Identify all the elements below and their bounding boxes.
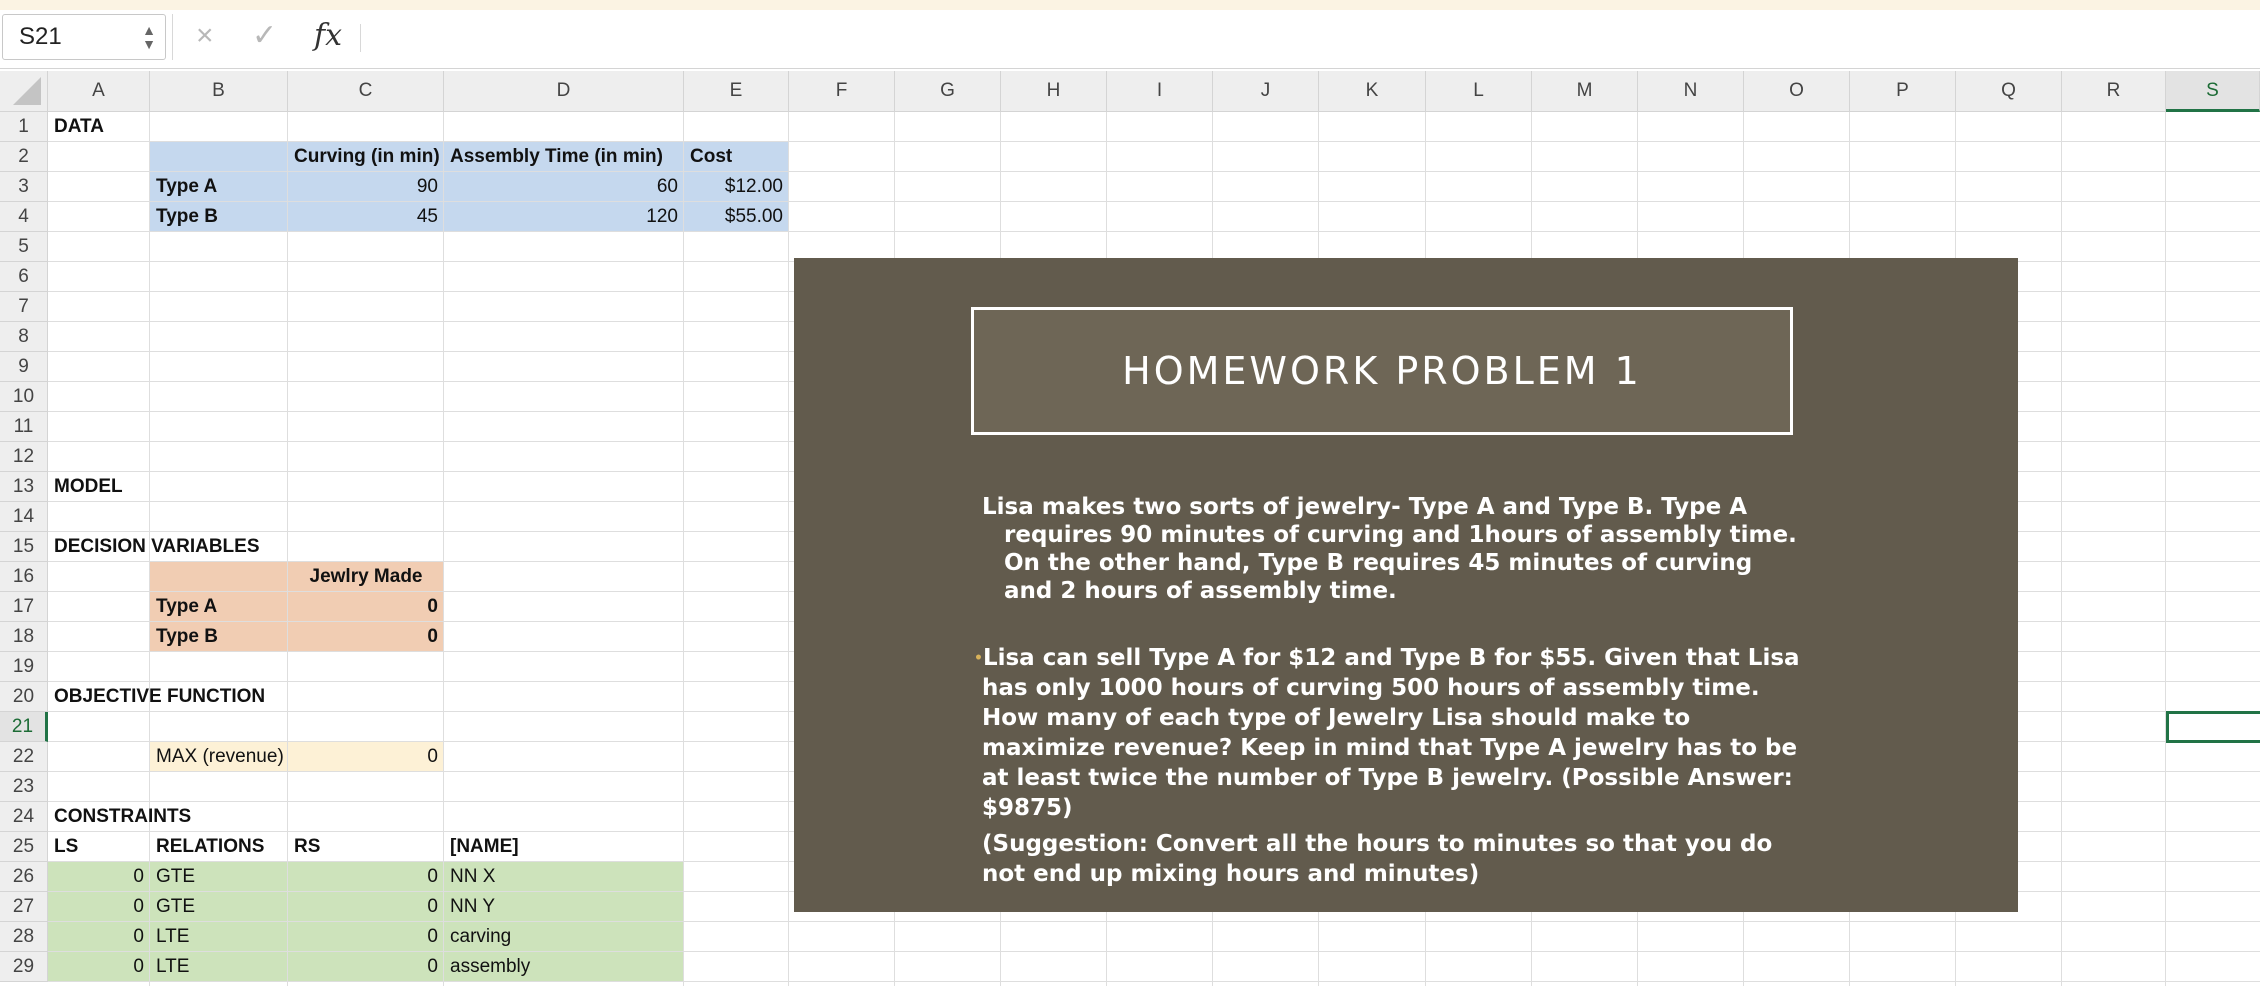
cell-d3[interactable]: 60: [656, 176, 678, 197]
problem-line: requires 90 minutes of curving and 1hours of assembly time.: [1004, 522, 1797, 548]
cell-c26[interactable]: 0: [427, 866, 438, 887]
row-header-8[interactable]: 8: [0, 322, 48, 352]
name-box[interactable]: [2, 14, 166, 60]
selected-cell-cursor[interactable]: [2166, 711, 2260, 743]
column-gridline: [2061, 112, 2062, 986]
column-header-e[interactable]: E: [684, 71, 789, 112]
column-header-l[interactable]: L: [1426, 71, 1532, 112]
row-header-7[interactable]: 7: [0, 292, 48, 322]
row-header-13[interactable]: 13: [0, 472, 48, 502]
column-header-s[interactable]: S: [2166, 71, 2260, 112]
column-header-f[interactable]: F: [789, 71, 895, 112]
column-header-c[interactable]: C: [288, 71, 444, 112]
cell-b25[interactable]: RELATIONS: [156, 836, 265, 857]
column-gridline: [788, 112, 789, 986]
row-header-28[interactable]: 28: [0, 922, 48, 952]
column-header-g[interactable]: G: [895, 71, 1001, 112]
problem-line: at least twice the number of Type B jewelry. (Possible Answer:: [982, 765, 1793, 791]
cancel-icon[interactable]: ×: [196, 19, 214, 52]
cell-b26[interactable]: GTE: [156, 866, 196, 887]
row-header-22[interactable]: 22: [0, 742, 48, 772]
homework-text-box[interactable]: [794, 258, 2018, 912]
enter-icon[interactable]: ✓: [252, 19, 278, 52]
row-header-9[interactable]: 9: [0, 352, 48, 382]
cell-c29[interactable]: 0: [427, 956, 438, 977]
cell-a15[interactable]: DECISION VARIABLES: [54, 536, 260, 557]
row-header-29[interactable]: 29: [0, 952, 48, 982]
row-header-5[interactable]: 5: [0, 232, 48, 262]
problem-line: maximize revenue? Keep in mind that Type A jewelry has to be: [982, 735, 1798, 761]
problem-line: Lisa makes two sorts of jewelry- Type A and Type B. Type A: [982, 494, 1748, 520]
formula-bar-divider: [172, 14, 173, 60]
column-header-j[interactable]: J: [1213, 71, 1319, 112]
row-header-18[interactable]: 18: [0, 622, 48, 652]
cell-c2[interactable]: Curving (in min): [294, 146, 440, 167]
row-header-15[interactable]: 15: [0, 532, 48, 562]
problem-line: Lisa can sell Type A for $12 and Type B for $55. Given that Lisa: [982, 645, 1800, 671]
cell-b22[interactable]: MAX (revenue): [156, 746, 284, 767]
cell-b4[interactable]: Type B: [156, 206, 218, 227]
name-box-value: S21: [19, 23, 62, 50]
homework-title: HOMEWORK PROBLEM 1: [971, 307, 1793, 435]
cell-a27[interactable]: 0: [133, 896, 144, 917]
function-icon[interactable]: fx: [314, 18, 343, 53]
column-header-p[interactable]: P: [1850, 71, 1956, 112]
cell-d25[interactable]: [NAME]: [450, 836, 519, 857]
cell-d4[interactable]: 120: [646, 206, 678, 227]
column-header-a[interactable]: A: [48, 71, 150, 112]
cell-c28[interactable]: 0: [427, 926, 438, 947]
cell-b3[interactable]: Type A: [156, 176, 218, 197]
cell-c18[interactable]: 0: [427, 626, 438, 647]
suggestion-line: (Suggestion: Convert all the hours to minutes so that you do: [982, 831, 1773, 857]
column-header-b[interactable]: B: [150, 71, 288, 112]
row-header-25[interactable]: 25: [0, 832, 48, 862]
row-header-24[interactable]: 24: [0, 802, 48, 832]
cell-d28[interactable]: carving: [450, 926, 512, 947]
row-header-23[interactable]: 23: [0, 772, 48, 802]
row-header-19[interactable]: 19: [0, 652, 48, 682]
column-header-o[interactable]: O: [1744, 71, 1850, 112]
cell-a20[interactable]: OBJECTIVE FUNCTION: [54, 686, 266, 707]
cell-b27[interactable]: GTE: [156, 896, 196, 917]
row-header-4[interactable]: 4: [0, 202, 48, 232]
column-header-i[interactable]: I: [1107, 71, 1213, 112]
cell-b28[interactable]: LTE: [156, 926, 190, 947]
row-header-17[interactable]: 17: [0, 592, 48, 622]
cell-c27[interactable]: 0: [427, 896, 438, 917]
cell-a13[interactable]: MODEL: [54, 476, 123, 497]
bullet-icon: •: [974, 650, 983, 667]
problem-line: $9875): [982, 795, 1073, 821]
cell-c22[interactable]: 0: [427, 746, 438, 767]
cell-b29[interactable]: LTE: [156, 956, 190, 977]
cell-e4[interactable]: $55.00: [724, 206, 783, 227]
cell-c25[interactable]: RS: [294, 836, 321, 857]
problem-line: has only 1000 hours of curving 500 hours of assembly time.: [982, 675, 1760, 701]
cell-c4[interactable]: 45: [416, 206, 438, 227]
cell-d2[interactable]: Assembly Time (in min): [450, 146, 663, 167]
cell-d26[interactable]: NN X: [450, 866, 496, 887]
row-header-3[interactable]: 3: [0, 172, 48, 202]
cell-e2[interactable]: Cost: [690, 146, 733, 167]
column-gridline: [2165, 112, 2166, 986]
column-gridline: [683, 112, 684, 986]
cell-a28[interactable]: 0: [133, 926, 144, 947]
cell-e3[interactable]: $12.00: [724, 176, 783, 197]
row-header-2[interactable]: 2: [0, 142, 48, 172]
cell-d27[interactable]: NN Y: [450, 896, 496, 917]
problem-line: How many of each type of Jewelry Lisa should make to: [982, 705, 1691, 731]
cell-b17[interactable]: Type A: [156, 596, 218, 617]
name-box-dropdown-icon[interactable]: ▲ ▼: [142, 22, 156, 52]
column-header-k[interactable]: K: [1319, 71, 1426, 112]
problem-line: and 2 hours of assembly time.: [1004, 578, 1397, 604]
row-header-14[interactable]: 14: [0, 502, 48, 532]
row-header-6[interactable]: 6: [0, 262, 48, 292]
formula-input-divider: [360, 24, 361, 52]
column-header-h[interactable]: H: [1001, 71, 1107, 112]
formula-bar: [0, 10, 2260, 69]
cell-c17[interactable]: 0: [427, 596, 438, 617]
cell-c16[interactable]: Jewlry Made: [309, 566, 423, 587]
cell-a29[interactable]: 0: [133, 956, 144, 977]
row-header-10[interactable]: 10: [0, 382, 48, 412]
row-header-21[interactable]: 21: [0, 712, 48, 742]
column-header-d[interactable]: D: [444, 71, 684, 112]
select-all-button[interactable]: [0, 71, 48, 112]
column-header-r[interactable]: R: [2062, 71, 2166, 112]
formula-input[interactable]: [370, 14, 2260, 60]
cell-d29[interactable]: assembly: [450, 956, 531, 977]
cell-c3[interactable]: 90: [416, 176, 438, 197]
column-header-n[interactable]: N: [1638, 71, 1744, 112]
row-header-27[interactable]: 27: [0, 892, 48, 922]
row-header-1[interactable]: 1: [0, 112, 48, 142]
cell-a26[interactable]: 0: [133, 866, 144, 887]
row-header-12[interactable]: 12: [0, 442, 48, 472]
cell-a25[interactable]: LS: [54, 836, 79, 857]
row-header-20[interactable]: 20: [0, 682, 48, 712]
cell-b18[interactable]: Type B: [156, 626, 218, 647]
select-all-icon: [13, 77, 41, 105]
row-header-11[interactable]: 11: [0, 412, 48, 442]
suggestion-line: not end up mixing hours and minutes): [982, 861, 1480, 887]
row-header-26[interactable]: 26: [0, 862, 48, 892]
cell-a24[interactable]: CONSTRAINTS: [54, 806, 192, 827]
cell-a1[interactable]: DATA: [54, 116, 104, 137]
column-header-m[interactable]: M: [1532, 71, 1638, 112]
column-header-q[interactable]: Q: [1956, 71, 2062, 112]
problem-line: On the other hand, Type B requires 45 minutes of curving: [1004, 550, 1753, 576]
row-header-16[interactable]: 16: [0, 562, 48, 592]
